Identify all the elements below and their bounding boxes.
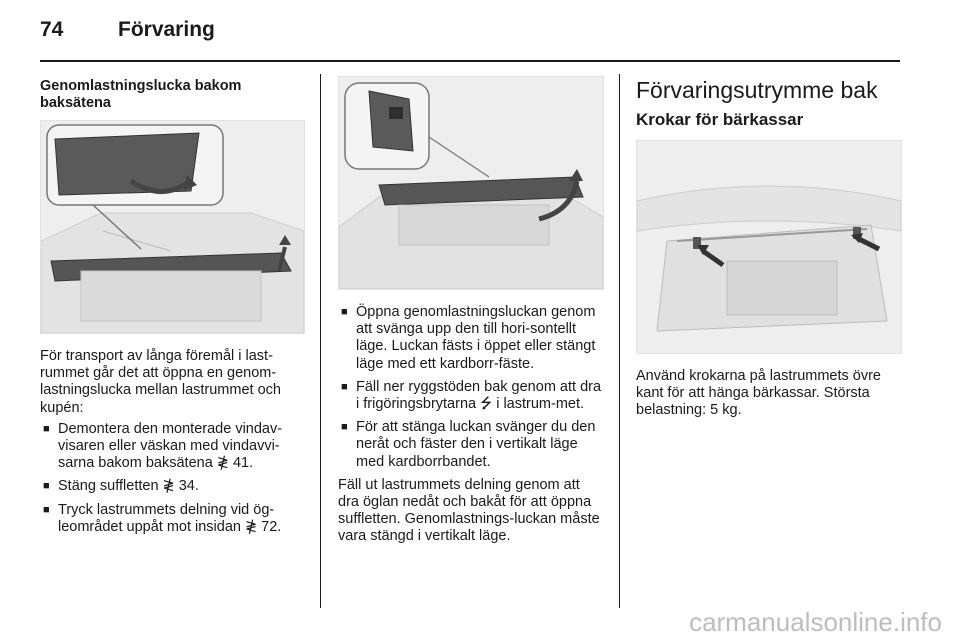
bullet-icon: ■ xyxy=(341,380,348,393)
bullet-icon: ■ xyxy=(43,422,50,435)
column-3 xyxy=(636,74,900,424)
section-heading-storage: Förvaringsutrymme bak xyxy=(636,77,878,103)
instruction-list-2 xyxy=(338,304,602,471)
header-rule xyxy=(40,60,900,62)
page-number: 74 xyxy=(40,18,64,41)
hooks-paragraph: Använd krokarna på lastrummets övre kant för att hänga bärkassar. Största belastning: 5 kg. xyxy=(636,368,881,419)
column-divider-left xyxy=(320,74,321,608)
column-1 xyxy=(40,74,303,542)
subheading-hooks: Krokar för bärkassar xyxy=(636,110,804,129)
list-item: ■ Stäng suffletten ≹ 34. xyxy=(43,478,199,495)
page-header xyxy=(40,18,900,60)
list-item: ■ Tryck lastrummets delning vid ög-leområdet uppåt mot insidan ≹ 72. xyxy=(43,501,282,535)
bullet-icon: ■ xyxy=(43,503,50,516)
section-heading-pass-through: Genomlastningslucka bakom baksätena xyxy=(40,78,242,111)
trunk-pass-through-illustration-icon xyxy=(40,120,305,334)
list-item: ■ Fäll ner ryggstöden bak genom att dra i frigöringsbrytarna ⭍ i lastrum-met. xyxy=(341,378,602,413)
bullet-icon: ■ xyxy=(341,306,348,318)
list-item: ■ Demontera den monterade vindav-visaren eller väskan med vindavvi-sarna bakom baksätena ≹ 41. xyxy=(43,420,283,472)
instruction-list-1 xyxy=(40,421,303,536)
list-item: ■ Öppna genomlastningsluckan genom att svänga upp den till hori-sontellt läge. Luckan fästs i öppet eller stängt läge med ett kardborr-fäste. xyxy=(341,304,596,372)
column-divider-right xyxy=(619,74,620,608)
outro-paragraph: Fäll ut lastrummets delning genom att dra öglan nedåt och bakåt för att öppna suffletten. Genomlastnings-luckan måste vara stängd i vertikalt läge. xyxy=(338,476,600,545)
bullet-icon: ■ xyxy=(341,421,348,434)
pass-through-hatch-illustration-icon xyxy=(338,76,604,290)
chapter-title: Förvaring xyxy=(118,18,215,41)
bullet-icon: ■ xyxy=(43,480,50,493)
trunk-hooks-illustration-icon xyxy=(636,140,902,354)
column-2 xyxy=(338,74,602,550)
intro-paragraph: För transport av långa föremål i last-rummet går det att öppna en genom-lastningslucka mellan lastrummet och kupén: xyxy=(40,348,281,416)
list-item: ■ För att stänga luckan svänger du den neråt och fäster den i vertikalt läge med kardborrbandet. xyxy=(341,419,596,470)
watermark: carmanualsonline.info xyxy=(689,607,942,637)
